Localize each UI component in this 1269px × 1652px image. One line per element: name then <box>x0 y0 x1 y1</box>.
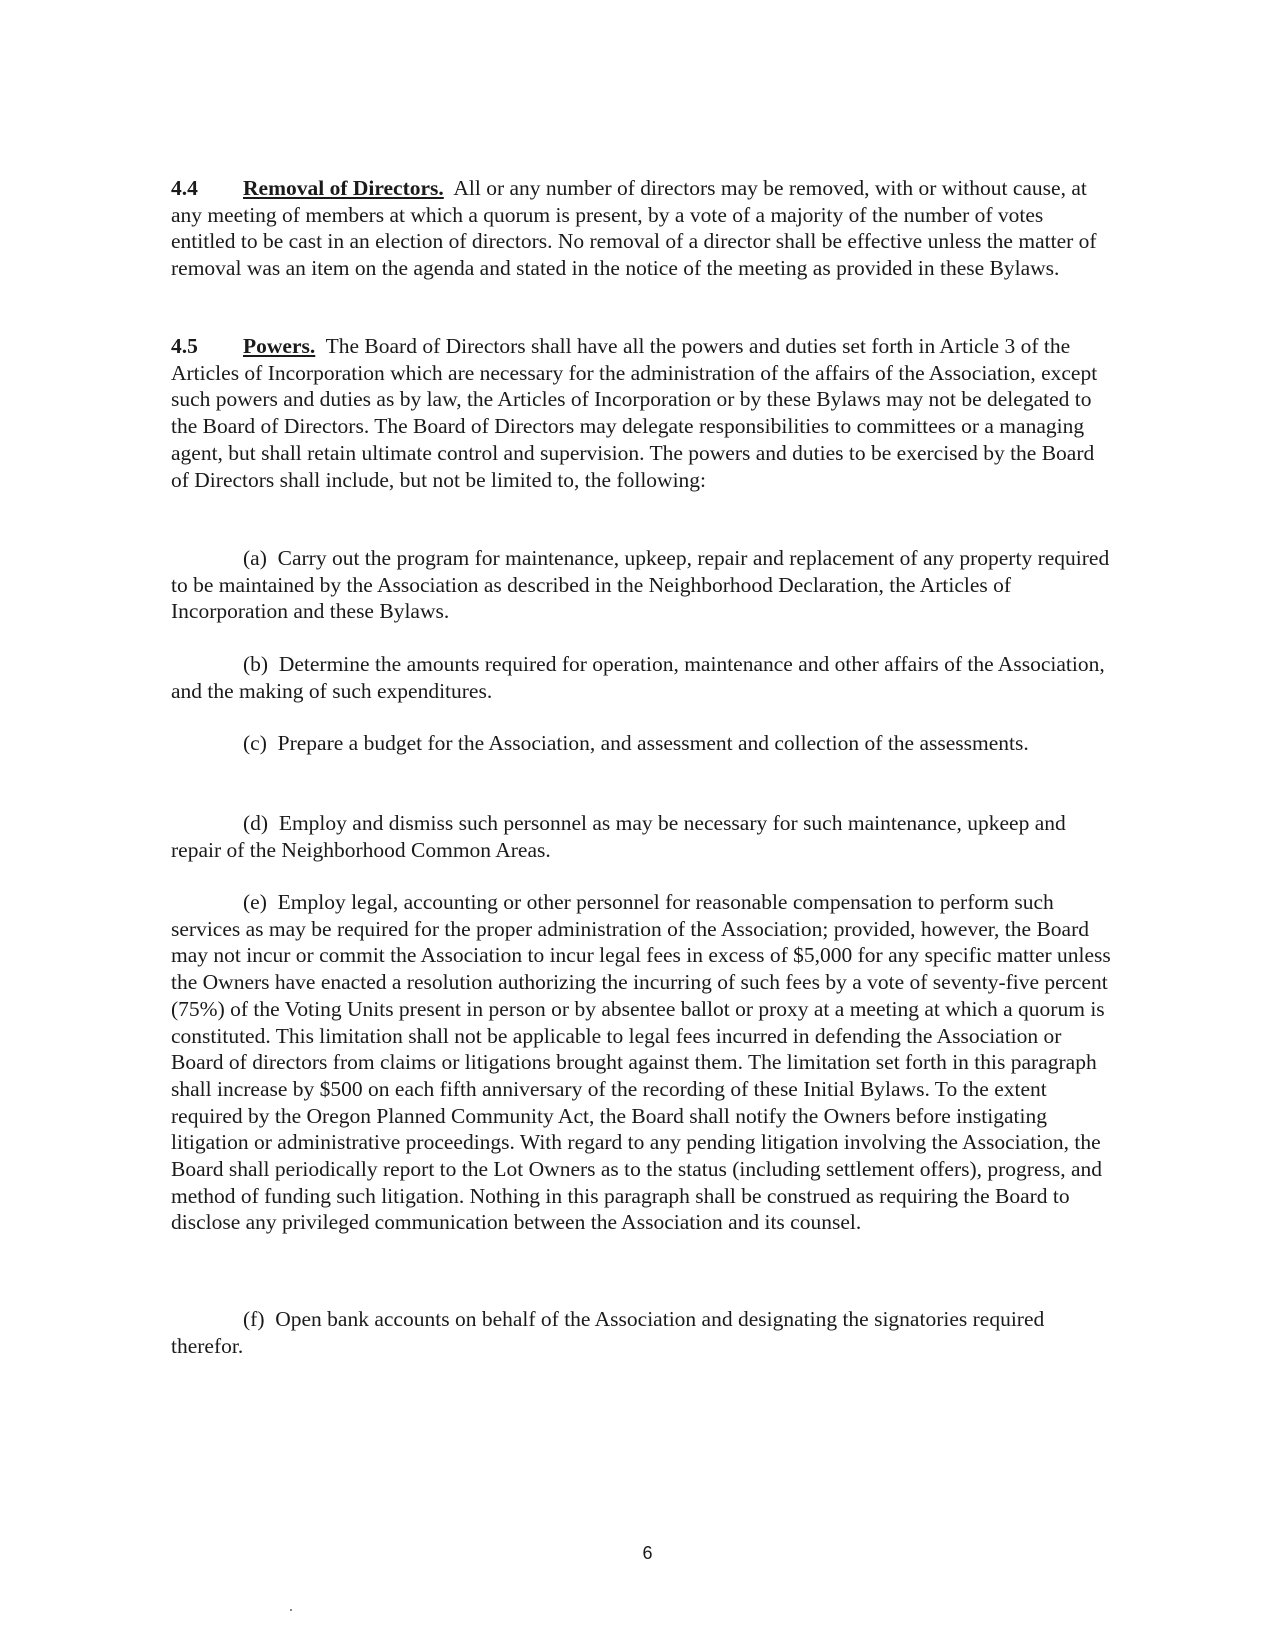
section-4-5 <box>171 333 1111 493</box>
item-text: Employ and dismiss such personnel as may be necessary for such maintenance, upkeep and repair of the Neighborhood Common Areas. <box>171 811 1066 862</box>
section-4-4 <box>171 175 1111 282</box>
scan-speck <box>290 1609 292 1611</box>
item-text: Open bank accounts on behalf of the Association and designating the signatories required therefor. <box>171 1307 1045 1358</box>
item-label: (a) <box>243 546 267 570</box>
item-label: (e) <box>243 890 267 914</box>
list-item-b <box>171 651 1111 704</box>
section-number: 4.5 <box>171 334 198 358</box>
item-text: Determine the amounts required for operation, maintenance and other affairs of the Association, and the making of such expenditures. <box>171 652 1105 703</box>
item-label: (b) <box>243 652 269 676</box>
list-item-c <box>171 730 1111 757</box>
list-item-f <box>171 1306 1111 1359</box>
section-body: The Board of Directors shall have all the powers and duties set forth in Article 3 of the Articles of Incorporation which are necessary for the administration of the affairs of the Association, except such powers and duties as by law, the Articles of Incorporation or by these Bylaws may not be delegated to the Board of Directors. The Board of Directors may delegate responsibilities to committees or a managing agent, but shall retain ultimate control and supervision. The powers and duties to be exercised by the Board of Directors shall include, but not be limited to, the following: <box>171 334 1098 492</box>
page-number: 6 <box>642 1543 653 1563</box>
item-label: (f) <box>243 1307 265 1331</box>
list-item-e <box>171 889 1111 1236</box>
section-number: 4.4 <box>171 176 198 200</box>
section-heading: Removal of Directors. <box>243 176 444 200</box>
section-body: All or any number of directors may be removed, with or without cause, at any meeting of members at which a quorum is present, by a vote of a majority of the number of votes entitled to be cast in an election of directors. No removal of a director shall be effective unless the matter of removal was an item on the agenda and stated in the notice of the meeting as provided in these Bylaws. <box>171 176 1097 281</box>
item-text: Carry out the program for maintenance, upkeep, repair and replacement of any property required to be maintained by the Association as described in the Neighborhood Declaration, the Articles of Incorporation and these Bylaws. <box>171 546 1110 624</box>
list-item-d <box>171 810 1111 863</box>
item-label: (d) <box>243 811 269 835</box>
item-label: (c) <box>243 731 267 755</box>
list-item-a <box>171 545 1111 625</box>
section-heading: Powers. <box>243 334 316 358</box>
item-text: Employ legal, accounting or other personnel for reasonable compensation to perform such services as may be required for the proper administration of the Association; provided, however, the Board may not incur or commit the Association to incur legal fees in excess of $5,000 for any specific matter unless the Owners have enacted a resolution authorizing the incurring of such fees by a vote of seventy-five percent (75%) of the Voting Units present in person or by absentee ballot or proxy at a meeting at which a quorum is constituted. This limitation shall not be applicable to legal fees incurred in defending the Association or Board of directors from claims or litigations brought against them. The limitation set forth in this paragraph shall increase by $500 on each fifth anniversary of the recording of these Initial Bylaws. To the extent required by the Oregon Planned Community Act, the Board shall notify the Owners before instigating litigation or administrative proceedings. With regard to any pending litigation involving the Association, the Board shall periodically report to the Lot Owners as to the status (including settlement offers), progress, and method of funding such litigation. Nothing in this paragraph shall be construed as requiring the Board to disclose any privileged communication between the Association and its counsel. <box>171 890 1111 1235</box>
item-text: Prepare a budget for the Association, and assessment and collection of the assessments. <box>277 731 1029 755</box>
